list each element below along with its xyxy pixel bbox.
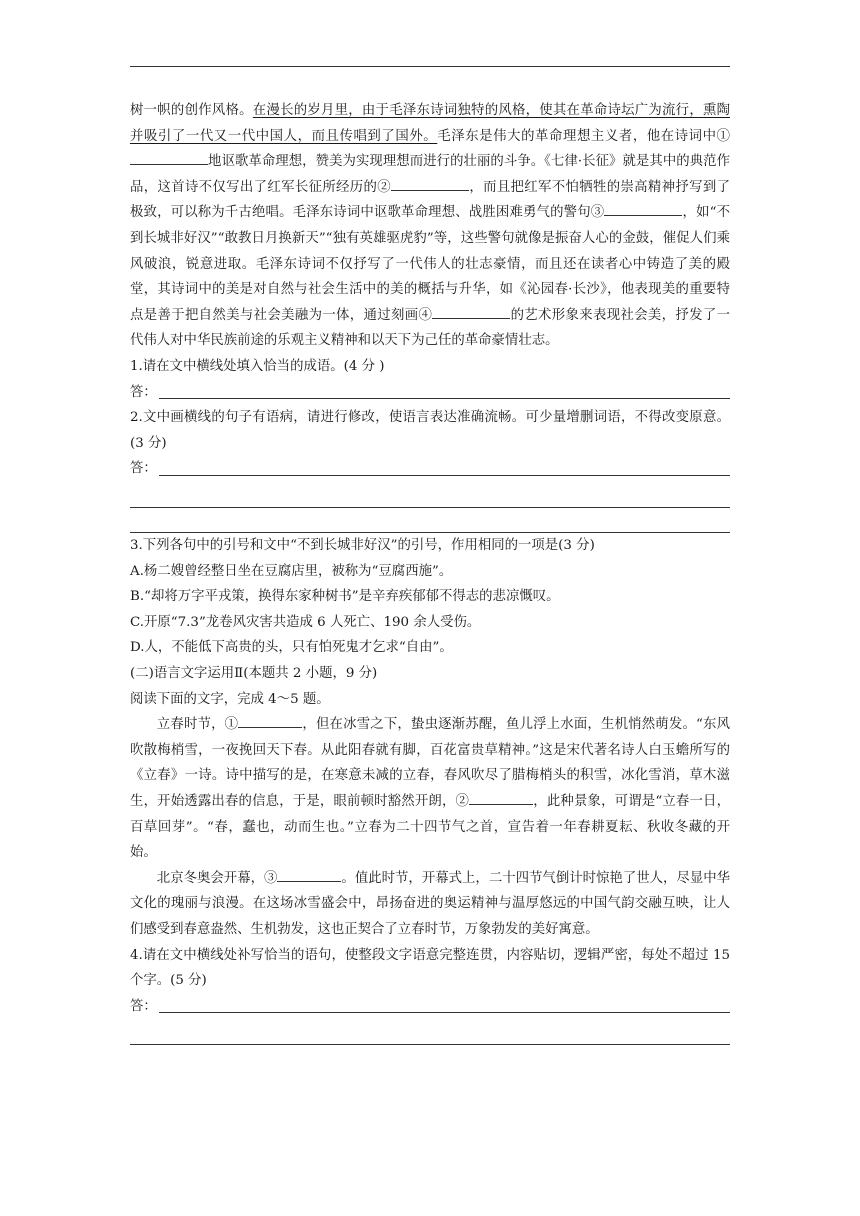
option-c[interactable]: C.开原“7.3”龙卷风灾害共造成 6 人死亡、190 余人受伤。 — [130, 614, 481, 630]
blank-4 — [432, 304, 510, 319]
passage-1-text: 毛泽东是伟大的革命理想主义者，他在诗词中① — [437, 128, 731, 144]
blank-p2-3 — [277, 867, 341, 882]
option-a[interactable]: A.杨二嫂曾经整日坐在豆腐店里，被称为“豆腐西施”。 — [130, 563, 453, 579]
blank-3 — [604, 201, 682, 216]
answer-row-2 — [130, 456, 730, 482]
blank-p2-2 — [469, 790, 533, 805]
section-heading: (二)语言文字运用Ⅱ(本题共 2 小题，9 分) — [130, 666, 378, 682]
blank-2 — [391, 176, 469, 191]
answer-line[interactable] — [130, 482, 730, 508]
passage-2-text: 北京冬奥会开幕，③ — [156, 870, 278, 886]
answer-line[interactable] — [159, 1012, 730, 1013]
section-instruction: 阅读下面的文字，完成 4～5 题。 — [130, 691, 330, 707]
passage-2-paragraph-2 — [130, 866, 730, 943]
question-4: 4.请在文中横线处补写恰当的语句，使整段文字语意完整连贯，内容贴切，逻辑严密，每处不超过 15 个字。(5 分) — [130, 947, 730, 989]
answer-row-4 — [130, 994, 730, 1020]
header-rule — [130, 66, 730, 67]
answer-line[interactable] — [130, 1019, 730, 1045]
answer-line[interactable] — [159, 475, 730, 476]
blank-1 — [130, 150, 208, 165]
underlined-sentence: 在漫长的岁月里，由于毛泽东诗词独特的风格，使其在革命诗坛广为流行，熏陶并吸引了一代又一代中国人，而且传唱到了国外。 — [130, 103, 730, 144]
passage-2-paragraph-1 — [130, 712, 730, 866]
passage-1 — [130, 98, 730, 354]
answer-line[interactable] — [159, 398, 730, 399]
answer-line[interactable] — [130, 508, 730, 534]
question-2: 2.文中画横线的句子有语病，请进行修改，使语言表达准确流畅。可少量增删词语，不得改变原意。(3 分) — [130, 410, 730, 451]
document-body — [130, 98, 730, 1045]
answer-label: 答： — [130, 461, 157, 477]
answer-row-1 — [130, 380, 730, 406]
passage-2-text: 。值此时节，开幕式上，二十四节气倒计时惊艳了世人，尽显中华文化的瑰丽与浪漫。在这场冰雪盛会中，昂扬奋进的奥运精神与温厚悠远的中国气韵交融互映，让人们感受到春意盎然、生机勃发，这也正契合了立春时节，万象勃发的美好寓意。 — [130, 870, 731, 937]
answer-label: 答： — [130, 998, 157, 1014]
passage-2-text: ，此种景象，可谓是“立春一日，百草回芽”。“春，蠢也，动而生也。”立春为二十四节气之首，宣告着一年春耕夏耘、秋收冬藏的开始。 — [130, 794, 730, 861]
passage-2-text: ，但在冰雪之下，蛰虫逐渐苏醒，鱼儿浮上水面，生机悄然萌发。“东风吹散梅梢雪，一夜挽回天下春。从此阳春就有脚，百花富贵草精神。”这是宋代著名诗人白玉蟾所写的《立春》一诗。诗中描写的是，在寒意未减的立春，春风吹尽了腊梅梢头的积雪，冰化雪消，草木滋生，开始透露出春的信息，于是，眼前顿时豁然开朗，② — [130, 717, 731, 810]
option-d[interactable]: D.人，不能低下高贵的头，只有怕死鬼才乞求“自由”。 — [130, 640, 453, 656]
passage-1-lead: 树一帜的创作风格。 — [130, 103, 253, 118]
passage-1-text: ，如“不到长城非好汉”“敢教日月换新天”“独有英雄驱虎豹”等，这些警句就像是振奋人心的金鼓，催促人们乘风破浪，锐意进取。毛泽东诗词不仅抒写了一代伟人的壮志豪情，而且还在读者心中铸造了美的殿堂，其诗词中的美是对自然与社会生活中的美的概括与升华，如《沁园春·长沙》，他表现美的重要特点是善于把自然美与社会美融为一体，通过刻画④ — [130, 205, 730, 323]
passage-1-text: 的艺术形象来表现社会美，抒发了一代伟人对中华民族前途的乐观主义精神和以天下为己任的革命豪情壮志。 — [130, 307, 731, 349]
question-1: 1.请在文中横线处填入恰当的成语。(4 分 ) — [130, 358, 385, 374]
question-3: 3.下列各句中的引号和文中“不到长城非好汉”的引号，作用相同的一项是(3 分) — [130, 538, 595, 554]
blank-p2-1 — [238, 713, 302, 728]
option-b[interactable]: B.“却将万字平戎策，换得东家种树书”是辛弃疾郁郁不得志的悲凉慨叹。 — [130, 589, 560, 605]
passage-2-text: 立春时节，① — [156, 717, 239, 733]
answer-label: 答： — [130, 384, 157, 400]
passage-1-text: ，而且把红军不怕牺牲的崇高精神抒写到了极致，可以称为千古绝唱。毛泽东诗词中讴歌革命理想、战胜困难勇气的警句③ — [130, 179, 730, 221]
passage-1-text: 地讴歌革命理想，赞美为实现理想而进行的壮丽的斗争。《七律·长征》就是其中的典范作品，这首诗不仅写出了红军长征所经历的② — [130, 154, 730, 195]
